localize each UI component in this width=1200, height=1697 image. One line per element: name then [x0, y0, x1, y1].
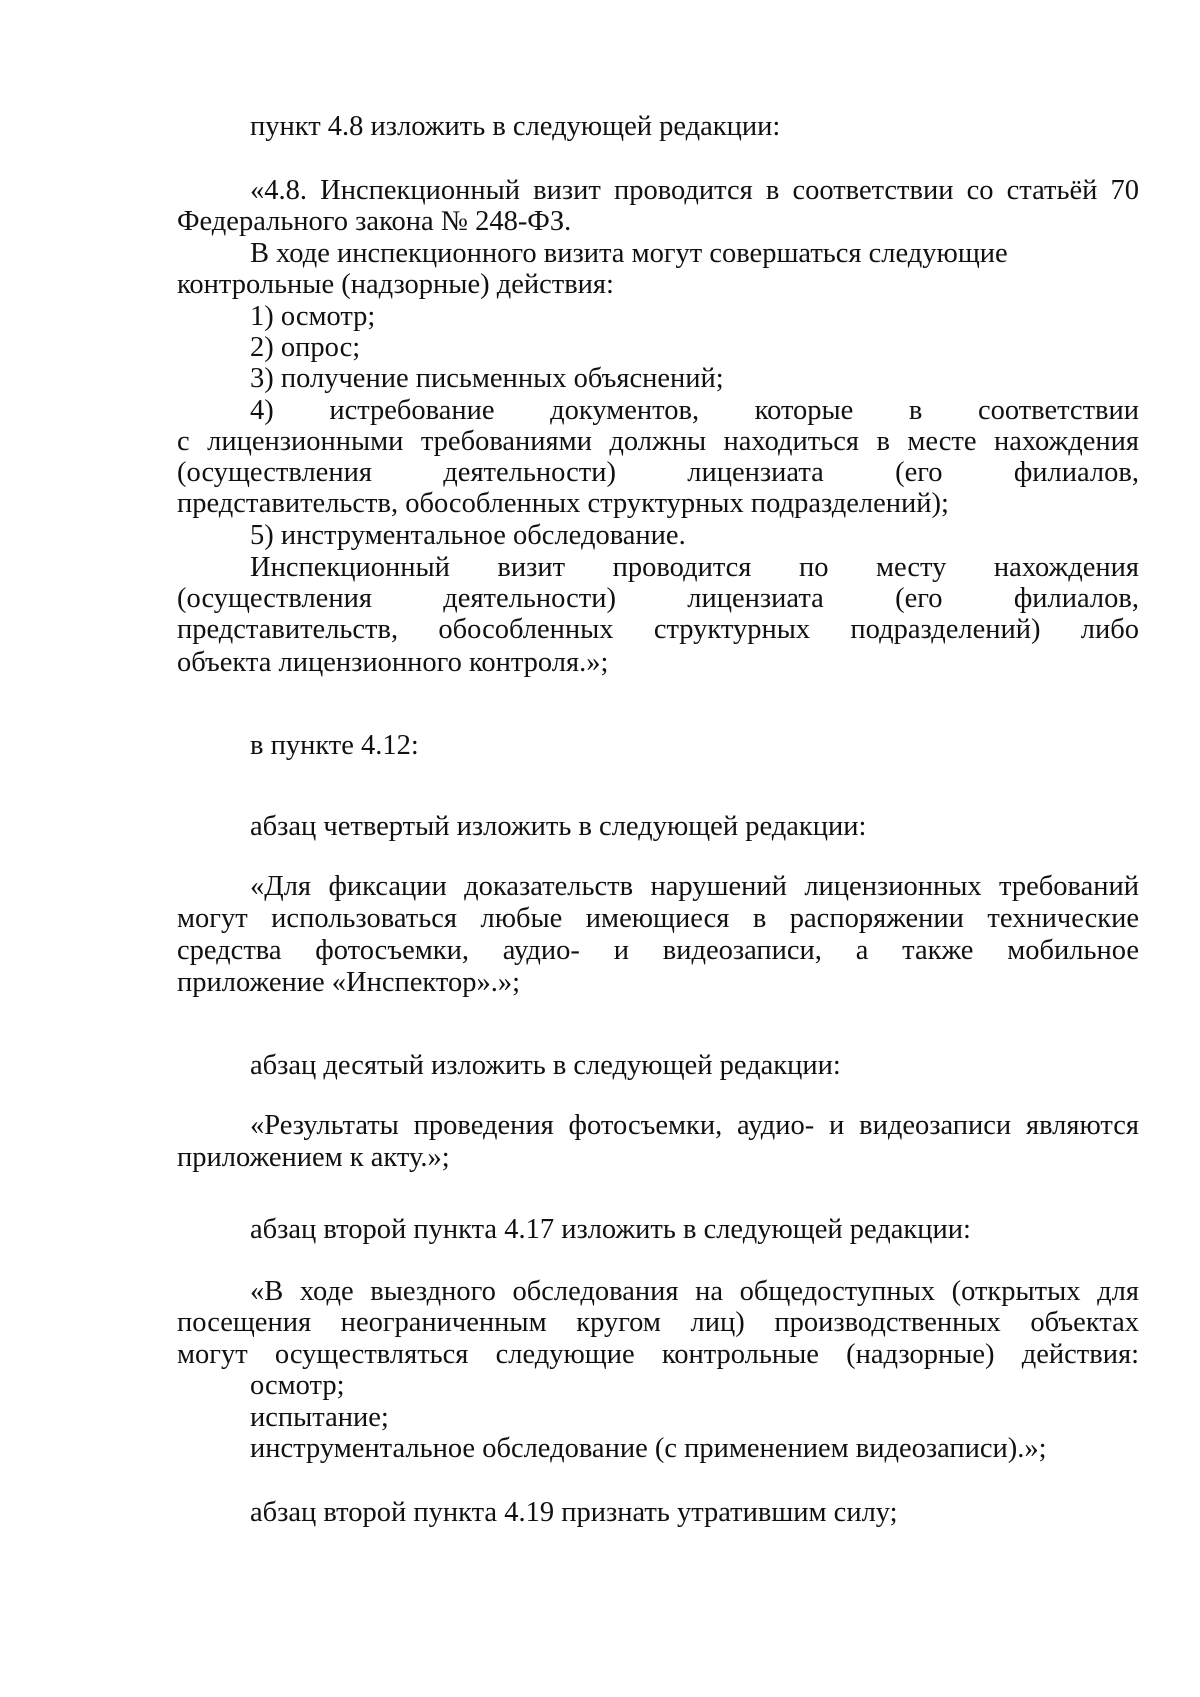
list-item: инструментальное обследование (с применением видеозаписи).»; [250, 1433, 1047, 1464]
list-item: 3) получение письменных объяснений; [250, 363, 724, 394]
list-item: осмотр; [250, 1370, 345, 1401]
paragraph-line: представительств, обособленных структурных подразделений) либо [177, 614, 1139, 645]
list-item: 4) истребование документов, которые в соответствии [250, 395, 1139, 426]
paragraph-line: посещения неограниченным кругом лиц) производственных объектах [177, 1307, 1139, 1338]
paragraph-line: «4.8. Инспекционный визит проводится в соответствии со статьёй 70 [250, 175, 1139, 206]
paragraph-line: (осуществления деятельности) лицензиата (его филиалов, [177, 583, 1139, 614]
paragraph-line: В ходе инспекционного визита могут совершаться следующие [250, 238, 1008, 269]
paragraph-line: в пункте 4.12: [250, 730, 419, 761]
paragraph-line: приложением к акту.»; [177, 1142, 450, 1173]
paragraph-line: могут осуществляться следующие контрольные (надзорные) действия: [177, 1339, 1139, 1370]
paragraph-line: средства фотосъемки, аудио- и видеозаписи, а также мобильное [177, 935, 1139, 966]
list-item: 5) инструментальное обследование. [250, 520, 686, 551]
paragraph-line: объекта лицензионного контроля.»; [177, 647, 609, 678]
paragraph-line: контрольные (надзорные) действия: [177, 269, 614, 300]
paragraph-line: пункт 4.8 изложить в следующей редакции: [250, 111, 781, 142]
list-item: испытание; [250, 1402, 389, 1433]
list-item: 2) опрос; [250, 332, 361, 363]
paragraph-line: Инспекционный визит проводится по месту нахождения [250, 552, 1139, 583]
paragraph-line: абзац четвертый изложить в следующей редакции: [250, 811, 867, 842]
paragraph-line: «В ходе выездного обследования на общедоступных (открытых для [250, 1276, 1139, 1307]
paragraph-line: «Для фиксации доказательств нарушений лицензионных требований [250, 871, 1139, 902]
paragraph-line: Федерального закона № 248-ФЗ. [177, 206, 572, 237]
paragraph-line: «Результаты проведения фотосъемки, аудио- и видеозаписи являются [250, 1110, 1139, 1141]
paragraph-line: могут использоваться любые имеющиеся в распоряжении технические [177, 903, 1139, 934]
paragraph-line: абзац второй пункта 4.17 изложить в следующей редакции: [250, 1214, 971, 1245]
paragraph-line: абзац второй пункта 4.19 признать утратившим силу; [250, 1497, 898, 1528]
paragraph-line: представительств, обособленных структурных подразделений); [177, 488, 949, 519]
paragraph-line: абзац десятый изложить в следующей редакции: [250, 1050, 841, 1081]
paragraph-line: приложение «Инспектор».»; [177, 967, 520, 998]
paragraph-line: (осуществления деятельности) лицензиата (его филиалов, [177, 457, 1139, 488]
list-item: 1) осмотр; [250, 301, 376, 332]
paragraph-line: с лицензионными требованиями должны находиться в месте нахождения [177, 426, 1139, 457]
